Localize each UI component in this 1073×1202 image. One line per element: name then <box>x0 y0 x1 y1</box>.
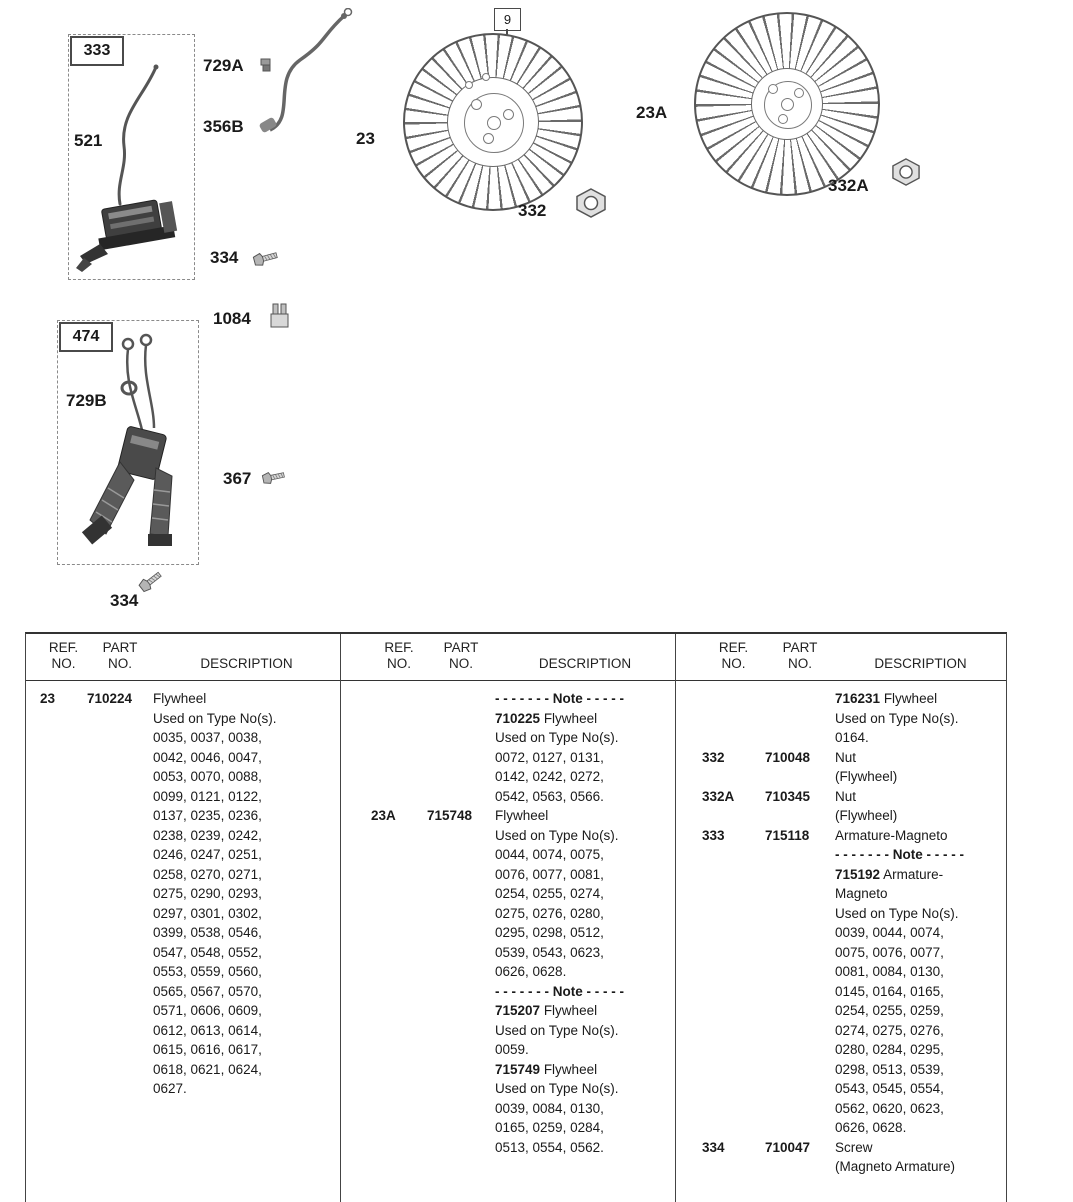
ref-no: 334 <box>702 1139 725 1155</box>
description-line: Flywheel <box>153 691 207 706</box>
table-row <box>341 982 675 1158</box>
description-line: Used on Type No(s). <box>495 730 619 745</box>
table-header <box>676 634 1006 681</box>
label-screw-334-top: 334 <box>210 248 239 267</box>
table-row <box>341 689 675 806</box>
label-wire-521: 521 <box>74 131 103 150</box>
nut-332-icon <box>574 188 608 218</box>
description-line: 0626, 0628. <box>835 1120 907 1135</box>
table-column-body <box>676 681 1006 1177</box>
ref-no <box>702 689 765 748</box>
part-no <box>427 982 495 1158</box>
description-line: 0618, 0621, 0624, <box>153 1061 262 1077</box>
header-description: DESCRIPTION <box>538 656 632 671</box>
description-line: 715207 Flywheel <box>495 1003 598 1018</box>
description-line: 0142, 0242, 0272, <box>495 769 604 784</box>
description-line: 0099, 0121, 0122, <box>153 788 262 804</box>
page-callout-9-label: 9 <box>503 12 512 27</box>
table-header <box>341 634 675 681</box>
description <box>835 689 1006 748</box>
terminal-1084-icon <box>268 302 290 330</box>
table-column-body <box>341 681 675 1157</box>
description-line: - - - - - - - Note - - - - - <box>495 983 624 999</box>
part-no: 710047 <box>765 1139 811 1155</box>
part-no <box>427 689 495 806</box>
description-line: 0039, 0044, 0074, <box>835 925 944 940</box>
description-line: 0081, 0084, 0130, <box>835 964 944 979</box>
description-line: 0275, 0276, 0280, <box>495 905 604 921</box>
description <box>835 748 1006 787</box>
description-line: 0295, 0298, 0512, <box>495 925 604 940</box>
label-356B: 356B <box>203 117 244 136</box>
ref-tag-474-label: 474 <box>72 328 100 345</box>
description-line: 710225 Flywheel <box>495 710 598 726</box>
table-column-3 <box>676 634 1006 1202</box>
description-line: (Flywheel) <box>835 769 898 784</box>
description-line: 0539, 0543, 0623, <box>495 944 604 960</box>
description-line: 715749 Flywheel <box>495 1061 598 1077</box>
table-header <box>26 634 340 681</box>
table-row <box>341 806 675 982</box>
header-ref: REF. NO. <box>718 640 749 671</box>
ref-tag-333 <box>70 36 124 66</box>
description <box>495 689 675 806</box>
description-line: 0298, 0513, 0539, <box>835 1061 944 1077</box>
description-line: 0280, 0284, 0295, <box>835 1042 944 1057</box>
ref-no: 23 <box>40 691 56 706</box>
ref-no <box>371 689 427 806</box>
header-part: PART NO. <box>443 640 479 671</box>
description-line: 0612, 0613, 0614, <box>153 1022 262 1038</box>
description-line: 0565, 0567, 0570, <box>153 983 262 999</box>
header-part: PART NO. <box>782 640 818 671</box>
ref-no <box>371 982 427 1158</box>
label-729A: 729A <box>203 56 244 75</box>
table-row <box>676 748 1006 787</box>
description-line: Used on Type No(s). <box>835 905 959 921</box>
screw-334-top-icon <box>252 248 281 268</box>
table-column-body <box>26 681 340 1099</box>
part-no: 710345 <box>765 788 811 804</box>
description-line: - - - - - - - Note - - - - - <box>835 847 964 862</box>
ref-no: 23A <box>371 808 396 823</box>
label-nut-332: 332 <box>518 201 547 220</box>
description-line: 715192 Armature- <box>835 866 944 882</box>
label-flywheel-23: 23 <box>356 129 375 148</box>
description-line: 0238, 0239, 0242, <box>153 827 262 843</box>
description-line: Used on Type No(s). <box>495 827 619 843</box>
part-no: 715748 <box>427 808 473 823</box>
label-screw-334-bottom: 334 <box>110 591 139 610</box>
description-line: 0399, 0538, 0546, <box>153 925 262 940</box>
description-line: 0075, 0076, 0077, <box>835 944 944 960</box>
description-line: Used on Type No(s). <box>835 710 959 726</box>
part-no: 710224 <box>87 691 133 706</box>
description <box>835 787 1006 826</box>
description-line: 0053, 0070, 0088, <box>153 769 262 784</box>
screw-334-bottom-icon <box>136 567 165 594</box>
flywheel-23A-illustration <box>694 12 880 196</box>
table-column-1 <box>26 634 341 1202</box>
nut-332A-icon <box>890 158 922 186</box>
label-nut-332A: 332A <box>828 176 869 195</box>
header-ref: REF. NO. <box>384 640 414 671</box>
description-line: Used on Type No(s). <box>495 1022 619 1038</box>
description-line: (Flywheel) <box>835 808 898 823</box>
description-line: 0275, 0290, 0293, <box>153 886 262 901</box>
spark-plug-wire-356B-icon <box>256 8 356 140</box>
ref-tag-333-label: 333 <box>83 42 111 59</box>
label-screw-367: 367 <box>223 469 252 488</box>
description-line: 0627. <box>153 1081 187 1096</box>
part-no: 710048 <box>765 749 811 765</box>
description-line: 0039, 0084, 0130, <box>495 1100 604 1116</box>
table-row <box>676 689 1006 748</box>
description-line: Used on Type No(s). <box>153 710 277 726</box>
label-flywheel-23A: 23A <box>636 103 668 122</box>
ref-no: 333 <box>702 827 725 843</box>
parts-table <box>25 632 1007 1202</box>
description-line: 0543, 0545, 0554, <box>835 1081 944 1096</box>
description-line: 0274, 0275, 0276, <box>835 1022 944 1038</box>
description-line: 0553, 0559, 0560, <box>153 964 262 979</box>
description-line: 0164. <box>835 730 869 745</box>
description <box>495 982 675 1158</box>
description-line: 0513, 0554, 0562. <box>495 1139 604 1155</box>
description-line: Used on Type No(s). <box>495 1081 619 1096</box>
description-line: Nut <box>835 749 857 765</box>
flywheel-23-illustration <box>403 33 583 211</box>
label-1084: 1084 <box>213 309 251 328</box>
description-line: 0254, 0255, 0274, <box>495 886 604 901</box>
description-line: 0626, 0628. <box>495 964 567 979</box>
table-row <box>26 689 340 1099</box>
header-description: DESCRIPTION <box>874 656 967 671</box>
header-part: PART NO. <box>102 640 138 671</box>
description-line: 0137, 0235, 0236, <box>153 808 262 823</box>
part-no <box>765 689 835 748</box>
description-line: Armature-Magneto <box>835 827 948 843</box>
header-ref: REF. NO. <box>48 640 79 671</box>
table-row <box>676 1138 1006 1177</box>
description-line: (Magneto Armature) <box>835 1159 956 1174</box>
header-description: DESCRIPTION <box>200 656 293 671</box>
description-line: 0258, 0270, 0271, <box>153 866 262 882</box>
part-no: 715118 <box>765 827 810 843</box>
label-729B: 729B <box>66 391 107 410</box>
page-callout-9 <box>494 8 521 31</box>
description-line: - - - - - - - Note - - - - - <box>495 691 624 706</box>
ref-no: 332A <box>702 788 735 804</box>
description-line: 0571, 0606, 0609, <box>153 1003 262 1018</box>
description-line: 0165, 0259, 0284, <box>495 1120 604 1135</box>
screw-367-icon <box>261 468 287 487</box>
description-line: 716231 Flywheel <box>835 691 938 706</box>
description-line: Screw <box>835 1139 873 1155</box>
description-line: 0072, 0127, 0131, <box>495 749 604 765</box>
description-line: Magneto <box>835 886 888 901</box>
ring-terminal-729B-icon <box>120 380 138 396</box>
description-line: 0145, 0164, 0165, <box>835 983 944 999</box>
description <box>835 826 1006 1138</box>
description <box>495 806 675 982</box>
description-line: Flywheel <box>495 808 549 823</box>
description-line: 0547, 0548, 0552, <box>153 944 262 960</box>
description-line: 0615, 0616, 0617, <box>153 1042 262 1057</box>
table-row <box>676 826 1006 1138</box>
description-line: 0542, 0563, 0566. <box>495 788 604 804</box>
description-line: 0042, 0046, 0047, <box>153 749 262 765</box>
description-line: Nut <box>835 788 857 804</box>
armature-magneto-333-illustration <box>74 64 189 274</box>
ref-no: 332 <box>702 749 725 765</box>
description-line: 0297, 0301, 0302, <box>153 905 262 921</box>
description-line: 0059. <box>495 1042 529 1057</box>
description-line: 0035, 0037, 0038, <box>153 730 262 745</box>
description-line: 0246, 0247, 0251, <box>153 847 262 862</box>
description <box>153 689 340 1099</box>
table-row <box>676 787 1006 826</box>
description-line: 0254, 0255, 0259, <box>835 1003 944 1018</box>
description-line: 0562, 0620, 0623, <box>835 1100 944 1116</box>
description-line: 0076, 0077, 0081, <box>495 866 604 882</box>
description-line: 0044, 0074, 0075, <box>495 847 604 862</box>
table-column-2 <box>341 634 676 1202</box>
armature-magneto-474-illustration <box>62 332 194 558</box>
description <box>835 1138 1006 1177</box>
